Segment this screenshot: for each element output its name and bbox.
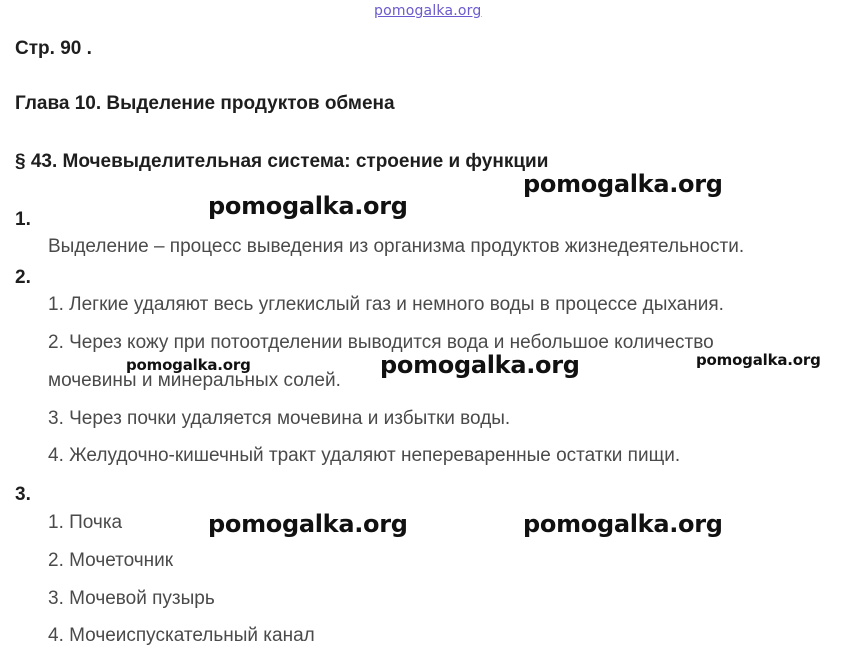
task-2-number: 2. [15, 267, 31, 288]
task-3-line-2: 2. Мочеточник [48, 550, 174, 571]
task-3-line-3: 3. Мочевой пузырь [48, 588, 215, 609]
section-title: § 43. Мочевыделительная система: строение и функции [15, 151, 549, 172]
chapter-title: Глава 10. Выделение продуктов обмена [15, 93, 395, 114]
task-3-line-1: 1. Почка [48, 512, 123, 533]
watermark: pomogalka.org [380, 351, 580, 379]
watermark: pomogalka.org [208, 510, 408, 538]
page-label: Стр. 90 . [15, 38, 92, 59]
task-1-number: 1. [15, 209, 31, 230]
task-2-line-4: 3. Через почки удаляется мочевина и избытки воды. [48, 408, 511, 429]
task-3-line-4: 4. Мочеиспускательный канал [48, 625, 315, 646]
task-1-line-1: Выделение – процесс выведения из организма продуктов жизнедеятельности. [48, 236, 745, 257]
watermark: pomogalka.org [126, 356, 251, 374]
top-watermark-link[interactable]: pomogalka.org [374, 3, 482, 19]
task-2-line-1: 1. Легкие удаляют весь углекислый газ и немного воды в процессе дыхания. [48, 294, 724, 315]
watermark: pomogalka.org [523, 510, 723, 538]
task-2-line-2: 2. Через кожу при потоотделении выводится вода и небольшое количество [48, 332, 714, 353]
watermark: pomogalka.org [696, 351, 821, 369]
task-3-number: 3. [15, 484, 31, 505]
task-2-line-5: 4. Желудочно-кишечный тракт удаляют непереваренные остатки пищи. [48, 445, 681, 466]
watermark: pomogalka.org [523, 170, 723, 198]
watermark: pomogalka.org [208, 192, 408, 220]
task-2-line-3: мочевины и минеральных солей. [48, 370, 341, 391]
